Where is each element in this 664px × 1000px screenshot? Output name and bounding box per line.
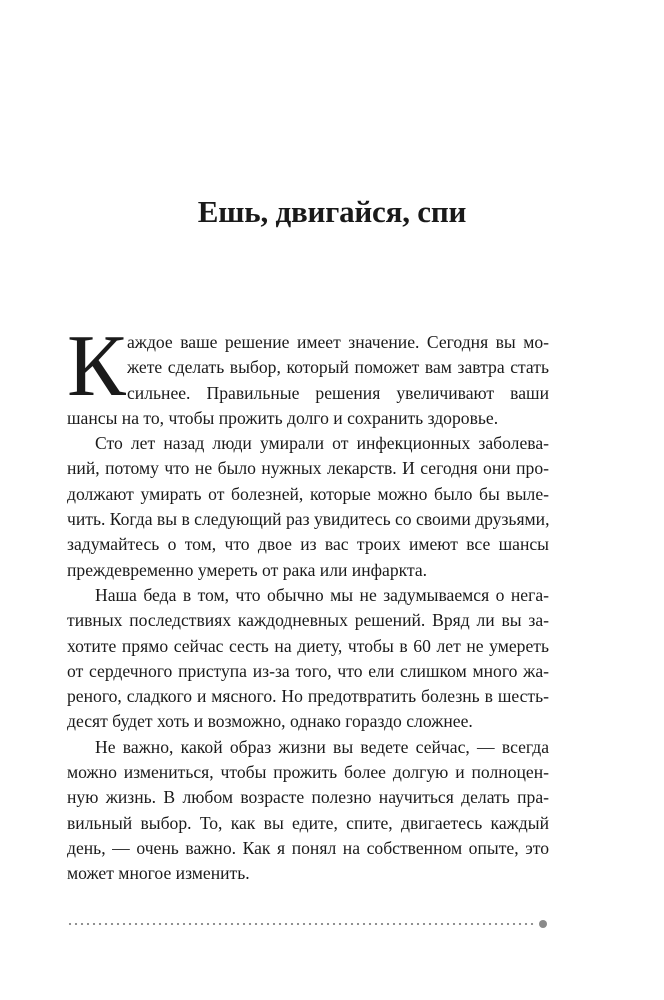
text-line: сильнее. Правильные решения увеличивают ваши bbox=[127, 382, 549, 403]
text-line: десят будет хоть и возможно, однако гораздо сложнее. bbox=[67, 711, 473, 732]
text-line: можно измениться, чтобы прожить более долгую и полноцен- bbox=[67, 762, 549, 783]
chapter-body bbox=[67, 318, 549, 887]
text-line: ную жизнь. В любом возрасте полезно научиться делать пра- bbox=[67, 787, 549, 808]
text-line: Сто лет назад люди умирали от инфекционных заболева- bbox=[95, 433, 549, 454]
text-line: преждевременно умереть от рака или инфаркта. bbox=[67, 559, 428, 580]
text-line: жете сделать выбор, который поможет вам завтра стать bbox=[127, 357, 549, 378]
paragraph-2 bbox=[67, 431, 549, 583]
end-dot-icon bbox=[539, 920, 547, 928]
text-line: шансы на то, чтобы прожить долго и сохранить здоровье. bbox=[67, 407, 499, 428]
text-line: тивных последствиях каждодневных решений. Вряд ли вы за- bbox=[67, 610, 549, 631]
text-line: вильный выбор. То, как вы едите, спите, двигаетесь каждый bbox=[67, 812, 549, 833]
text-line: Наша беда в том, что обычно мы не задумываемся о нега- bbox=[95, 584, 549, 605]
text-line: аждое ваше решение имеет значение. Сегодня вы мо- bbox=[127, 332, 549, 352]
text-line: должают умирать от болезней, которые можно было бы выле- bbox=[67, 483, 549, 504]
paragraph-4 bbox=[67, 735, 549, 887]
paragraph-3 bbox=[67, 583, 549, 735]
paragraph-1 bbox=[67, 318, 549, 431]
text-line: день, — очень важно. Как я понял на собственном опыте, это bbox=[67, 837, 549, 858]
text-line: реного, сладкого и мясного. Но предотвратить болезнь в шесть- bbox=[67, 686, 549, 707]
text-line: может многое изменить. bbox=[67, 863, 250, 884]
text-line: чить. Когда вы в следующий раз увидитесь со своими друзьями, bbox=[67, 509, 549, 530]
drop-cap: К bbox=[67, 318, 126, 415]
text-line: ний, потому что не было нужных лекарств. И сегодня они про- bbox=[67, 458, 549, 479]
text-line: от сердечного приступа из-за того, что ели слишком много жа- bbox=[67, 660, 549, 681]
dotted-line bbox=[67, 923, 537, 925]
chapter-title: Ешь, двигайся, спи bbox=[197, 194, 467, 229]
text-line: хотите прямо сейчас сесть на диету, чтобы в 60 лет не умереть bbox=[67, 635, 549, 656]
text-line: Не важно, какой образ жизни вы ведете сейчас, — всегда bbox=[95, 736, 549, 757]
footer-dotted-rule bbox=[67, 921, 544, 927]
text-line: задумайтесь о том, что двое из вас троих имеют все шансы bbox=[67, 534, 549, 555]
